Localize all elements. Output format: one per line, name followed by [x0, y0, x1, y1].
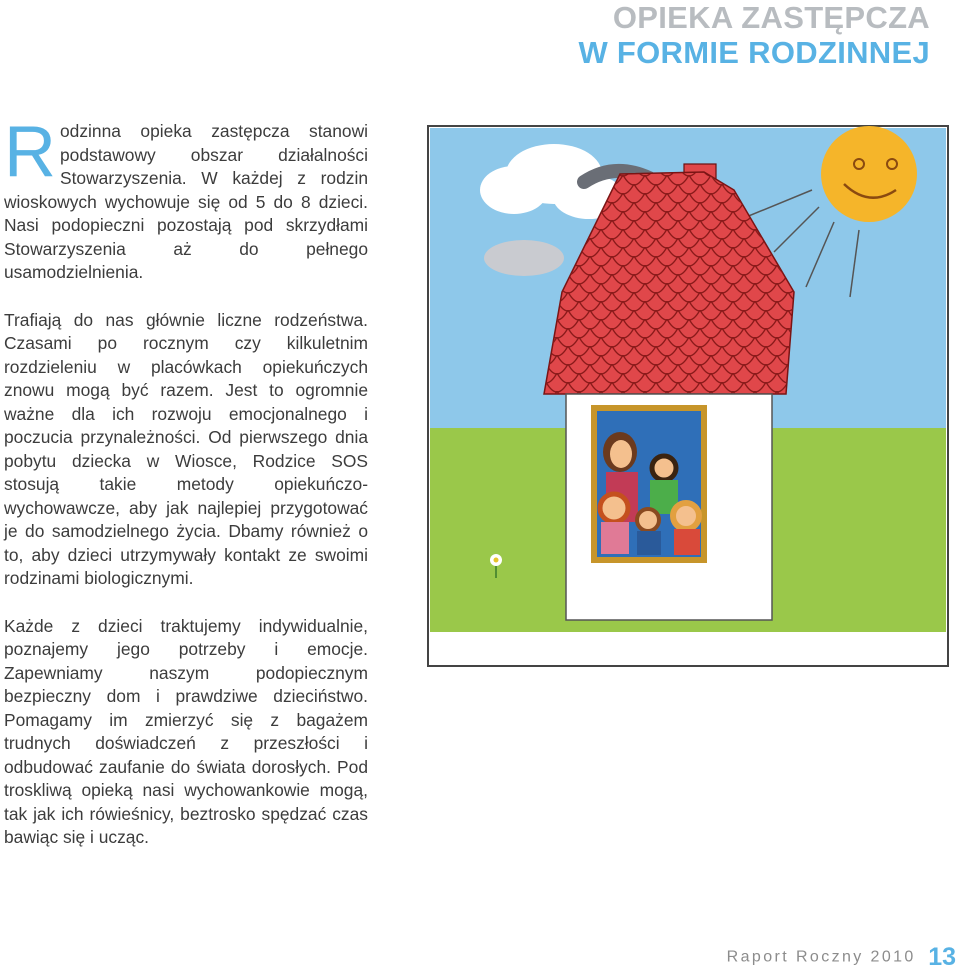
page-footer: [727, 943, 956, 972]
drop-cap: R: [4, 112, 56, 192]
paragraph-intro: [4, 112, 368, 285]
page-title: [578, 0, 930, 70]
title-line-1: OPIEKA ZASTĘPCZA: [612, 0, 930, 35]
report-label: Raport Roczny 2010: [726, 948, 916, 966]
paragraph-siblings: Trafiają do nas głównie liczne rodzeństwa. Czasami po rocznym czy kilkuletnim rozdzieleniu w placówkach opiekuńczych znowu mogą być razem. Jest to ogromnie ważne dla ich rozwoju emocjonalnego i poczucia przynależności. Od pierwszego dnia pobytu dziecka w Wiosce, Rodzice SOS stosują takie metody opiekuńczo-wychowawcze, aby jak najlepiej przygotować je do samodzielnego życia. Dbamy również o to, aby dzieci utrzymywały kontakt ze swoimi rodzinami biologicznymi.: [4, 309, 368, 588]
paragraph-intro-text: odzinna opieka zastępcza stanowi podstawowy obszar działalności Stowarzyszenia. W każdej z rodzin wioskowych wychowuje się od 5 do 8 dzieci. Nasi podopieczni pozostają pod skrzydłami Stowarzyszenia aż do pełnego usamodzielnienia.: [4, 121, 368, 282]
paragraph-individual: Każde z dzieci traktujemy indywidualnie, poznajemy jego potrzeby i emocje. Zapewniamy naszym podopiecznym bezpieczny dom i prawdziwe dzieciństwo. Pomagamy im zmierzyć się z bagażem trudnych doświadczeń z przeszłości i odbudować zaufanie do świata dorosłych. Pod troskliwą opieką nasi wychowankowie mogą, tak jak ich rówieśnicy, beztrosko spędzać czas bawiąc się i ucząc.: [4, 615, 368, 847]
page-number: 13: [928, 943, 956, 971]
child-drawing-house-illustration: [414, 112, 960, 678]
window-family-drawing: [594, 408, 704, 560]
title-line-2: W FORMIE RODZINNEJ: [578, 35, 930, 70]
article-column: [4, 112, 368, 874]
